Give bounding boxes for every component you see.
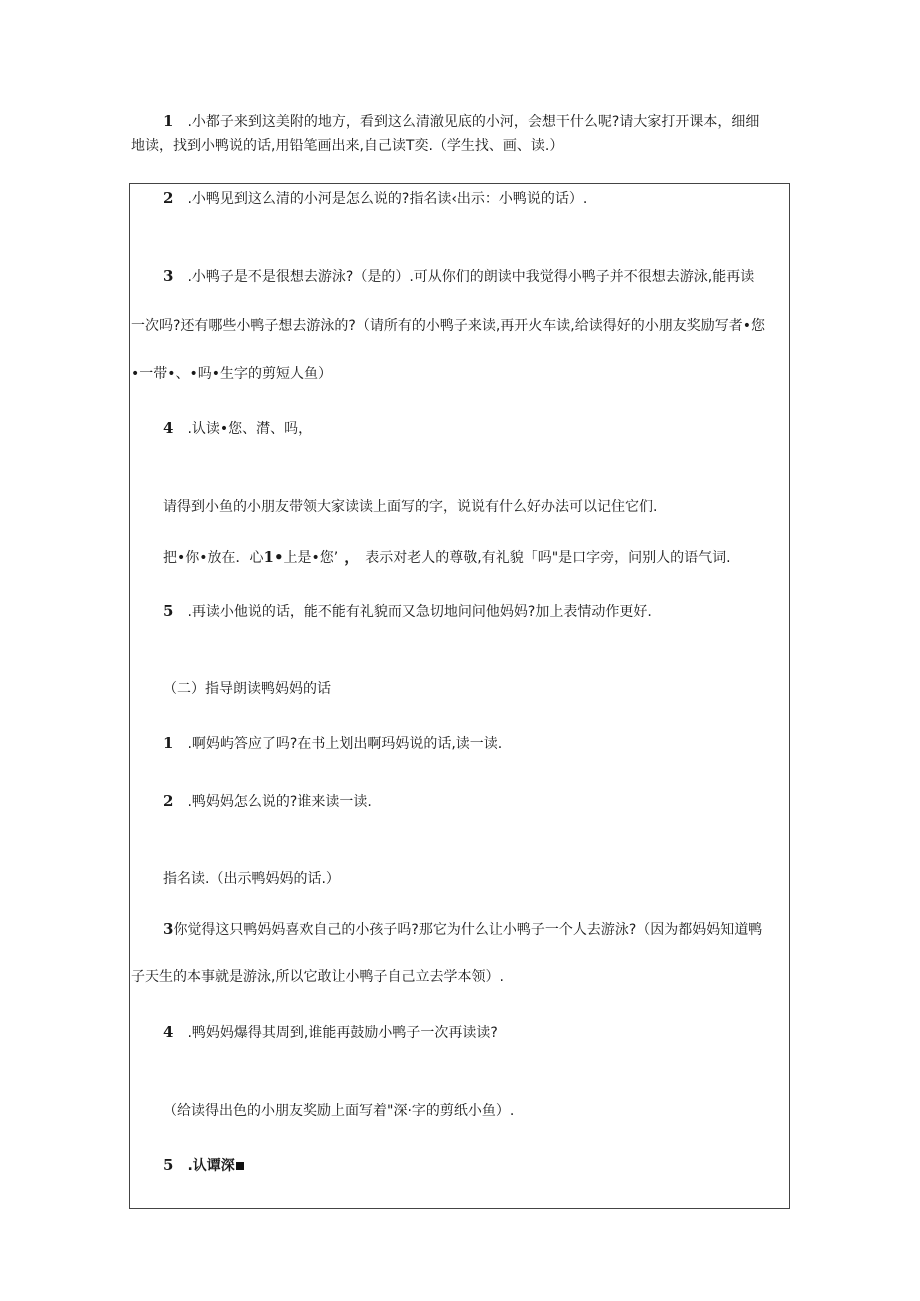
bold-comma: ， [344, 548, 360, 566]
paragraph-text: 请得到小鱼的小朋友带领大家读读上面写的字，说说有什么好办法可以记住它们. [163, 499, 658, 515]
paragraph-3-line-1 [163, 266, 754, 287]
text-segment: 表示对老人的尊敬,有礼貌「吗"是口字旁，问别人的语气词. [365, 550, 731, 566]
item-number: 3 [163, 267, 174, 285]
question-1 [163, 733, 502, 754]
paragraph-text: .鸭妈妈怎么说的?谁来读一读. [187, 794, 372, 810]
paragraph-5 [163, 601, 652, 622]
item-number: 1 [163, 112, 174, 130]
question-2a [163, 869, 340, 889]
filled-square-icon [236, 1162, 244, 1170]
paragraph-4 [163, 418, 312, 439]
item-number: 5 [163, 602, 174, 620]
item-number: 1 [163, 734, 174, 752]
paragraph-2 [163, 188, 587, 209]
item-number: 3 [163, 920, 174, 938]
paragraph-1-line-1 [163, 111, 759, 132]
question-4 [163, 1022, 498, 1043]
paragraph-text: 你觉得这只鸭妈妈喜欢自己的小孩子吗?那它为什么让小鸭子一个人去游泳?（因为都妈妈知道鸭 [173, 922, 763, 938]
text-segment: 上是•您’ [283, 550, 339, 566]
question-2 [163, 791, 372, 812]
item-number: 4 [163, 419, 174, 437]
paragraph-text: 子天生的本事就是游泳,所以它敢让小鸭子自己立去学本领）. [131, 969, 504, 985]
bold-segment: 1• [263, 548, 284, 566]
question-4a [163, 1101, 514, 1121]
paragraph-4a [163, 497, 657, 517]
paragraph-text: .认读•您、潸、吗， [187, 421, 313, 437]
item-number: 4 [163, 1023, 174, 1041]
text-segment: 把•你•放在．心 [163, 550, 264, 566]
heading-text: （二）指导朗读鸭妈妈的话 [163, 681, 331, 697]
paragraph-text: •一带•、•吗•生字的剪短人鱼） [131, 366, 333, 382]
paragraph-3-line-2 [131, 316, 765, 336]
paragraph-text: .小都子来到这美附的地方，看到这么清澈见底的小河，会想干什么呢?请大家打开课本，细细 [187, 114, 760, 130]
item-number: 2 [163, 792, 174, 810]
paragraph-text: 地读，找到小鸭说的话,用铅笔画出来,自己读T奕.（学生找、画、读.） [131, 138, 564, 154]
paragraph-4b [163, 547, 731, 568]
item-number: 5 [163, 1156, 174, 1174]
paragraph-text: .再读小他说的话，能不能有礼貌而又急切地问问他妈妈?加上表情动作更好. [187, 604, 652, 620]
question-3-line-1 [163, 919, 762, 940]
paragraph-3-line-3 [131, 364, 332, 384]
item-number: 2 [163, 189, 174, 207]
paragraph-text: .小鸭子是不是很想去游泳?（是的）.可从你们的朗读中我觉得小鸭子并不很想去游泳,能再读 [187, 269, 755, 285]
paragraph-text: .啊妈屿答应了吗?在书上划出啊玛妈说的话,读一读. [187, 736, 503, 752]
paragraph-text: 一次吗?还有哪些小鸭子想去游泳的?（请所有的小鸭子来读,再开火车读,给读得好的小朋友奖励写者•您 [131, 318, 766, 334]
paragraph-text: .鸭妈妈爆得其周到,谁能再鼓励小鸭子一次再读读? [187, 1025, 498, 1041]
paragraph-text: （给读得出色的小朋友奖励上面写着"深·字的剪纸小鱼）. [163, 1103, 515, 1119]
question-5 [163, 1155, 244, 1176]
paragraph-text: .认谭深 [187, 1158, 235, 1174]
section-heading [163, 679, 331, 699]
paragraph-text: .小鸭见到这么清的小河是怎么说的?指名读‹出示：小鸭说的话）. [187, 191, 588, 207]
paragraph-1-line-2 [131, 136, 563, 156]
question-3-line-2 [131, 967, 504, 987]
paragraph-text: 指名读.（出示鸭妈妈的话.） [163, 871, 340, 887]
